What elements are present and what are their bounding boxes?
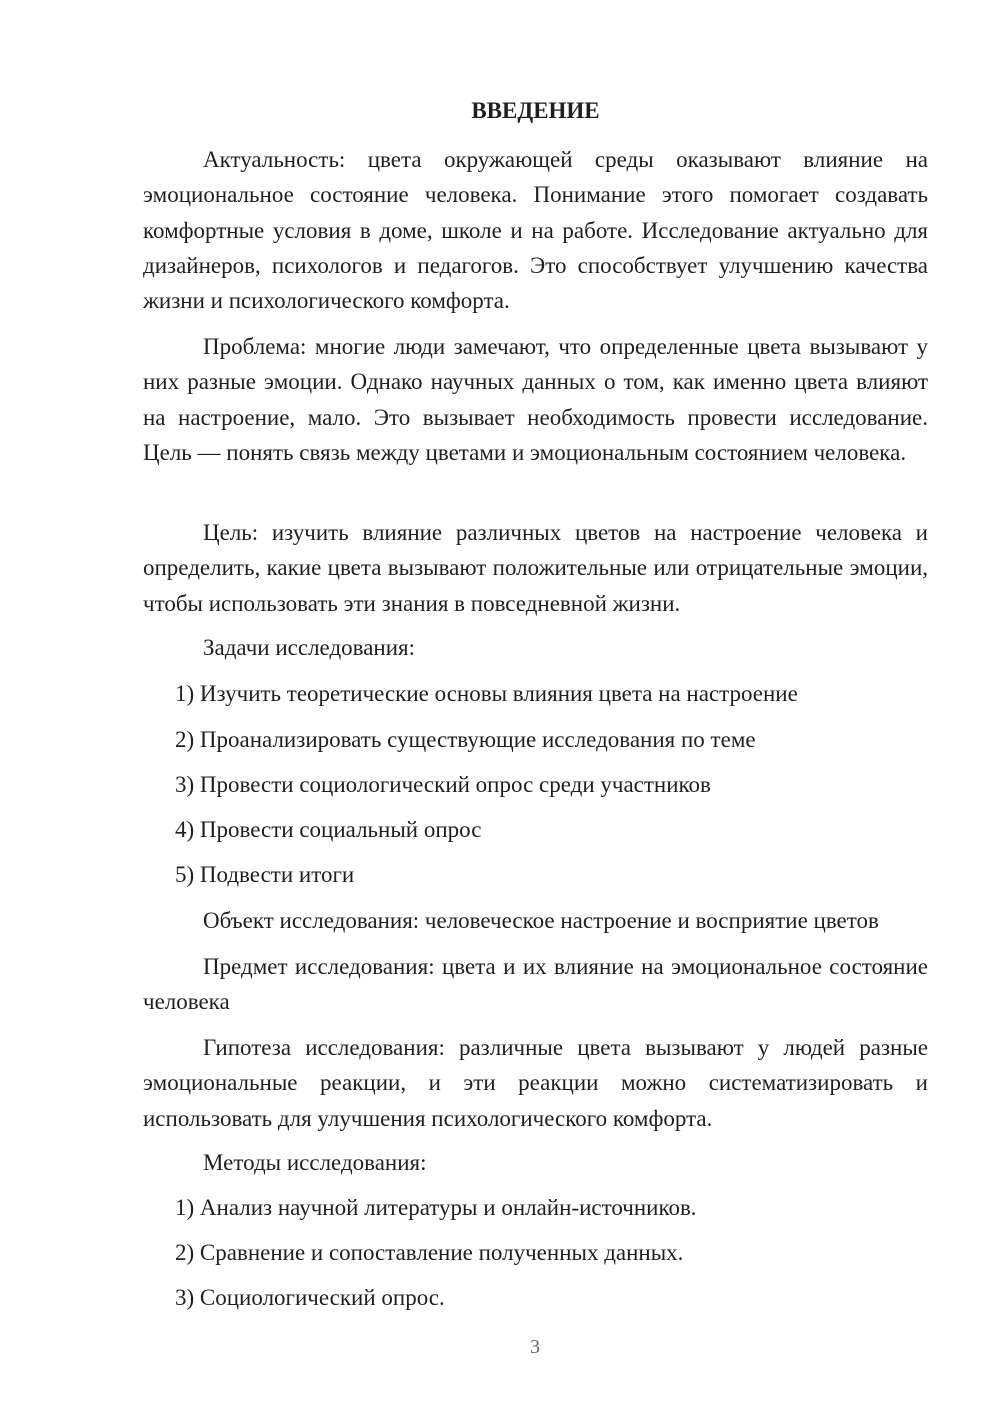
goal-paragraph: Цель: изучить влияние различных цветов на настроение человека и определить, какие цвета вызывают положительные или отрицательные эмоции, чтобы использовать эти знания в повседневной жизни. <box>143 520 928 616</box>
task-item: 4) Провести социальный опрос <box>175 817 482 842</box>
page-title: ВВЕДЕНИЕ <box>471 98 600 123</box>
hypothesis-paragraph: Гипотеза исследования: различные цвета вызывают у людей разные эмоциональные реакции, и эти реакции можно систематизировать и использовать для улучшения психологического комфорта. <box>143 1035 928 1131</box>
relevance-paragraph: Актуальность: цвета окружающей среды оказывают влияние на эмоциональное состояние человека. Понимание этого помогает создавать комфортные условия в доме, школе и на работе. Исследование актуально для дизайнеров, психологов и педагогов. Это способствует улучшению качества жизни и психологического комфорта. <box>143 147 928 314</box>
object-paragraph: Объект исследования: человеческое настроение и восприятие цветов <box>203 908 879 933</box>
subject-paragraph: Предмет исследования: цвета и их влияние на эмоциональное состояние человека <box>143 954 928 1015</box>
tasks-heading: Задачи исследования: <box>203 635 416 660</box>
method-item: 2) Сравнение и сопоставление полученных данных. <box>175 1240 684 1265</box>
task-item: 2) Проанализировать существующие исследования по теме <box>175 727 756 752</box>
task-item: 1) Изучить теоретические основы влияния цвета на настроение <box>175 681 798 706</box>
task-item: 5) Подвести итоги <box>175 862 355 887</box>
method-item: 3) Социологический опрос. <box>175 1285 445 1310</box>
methods-heading: Методы исследования: <box>203 1150 427 1175</box>
page-number: 3 <box>530 1336 540 1358</box>
problem-paragraph: Проблема: многие люди замечают, что определенные цвета вызывают у них разные эмоции. Однако научных данных о том, как именно цвета влияют на настроение, мало. Это вызывает необходимость провести исследование. Цель — понять связь между цветами и эмоциональным состоянием человека. <box>143 334 928 465</box>
task-item: 3) Провести социологический опрос среди участников <box>175 772 711 797</box>
method-item: 1) Анализ научной литературы и онлайн-источников. <box>175 1195 697 1220</box>
